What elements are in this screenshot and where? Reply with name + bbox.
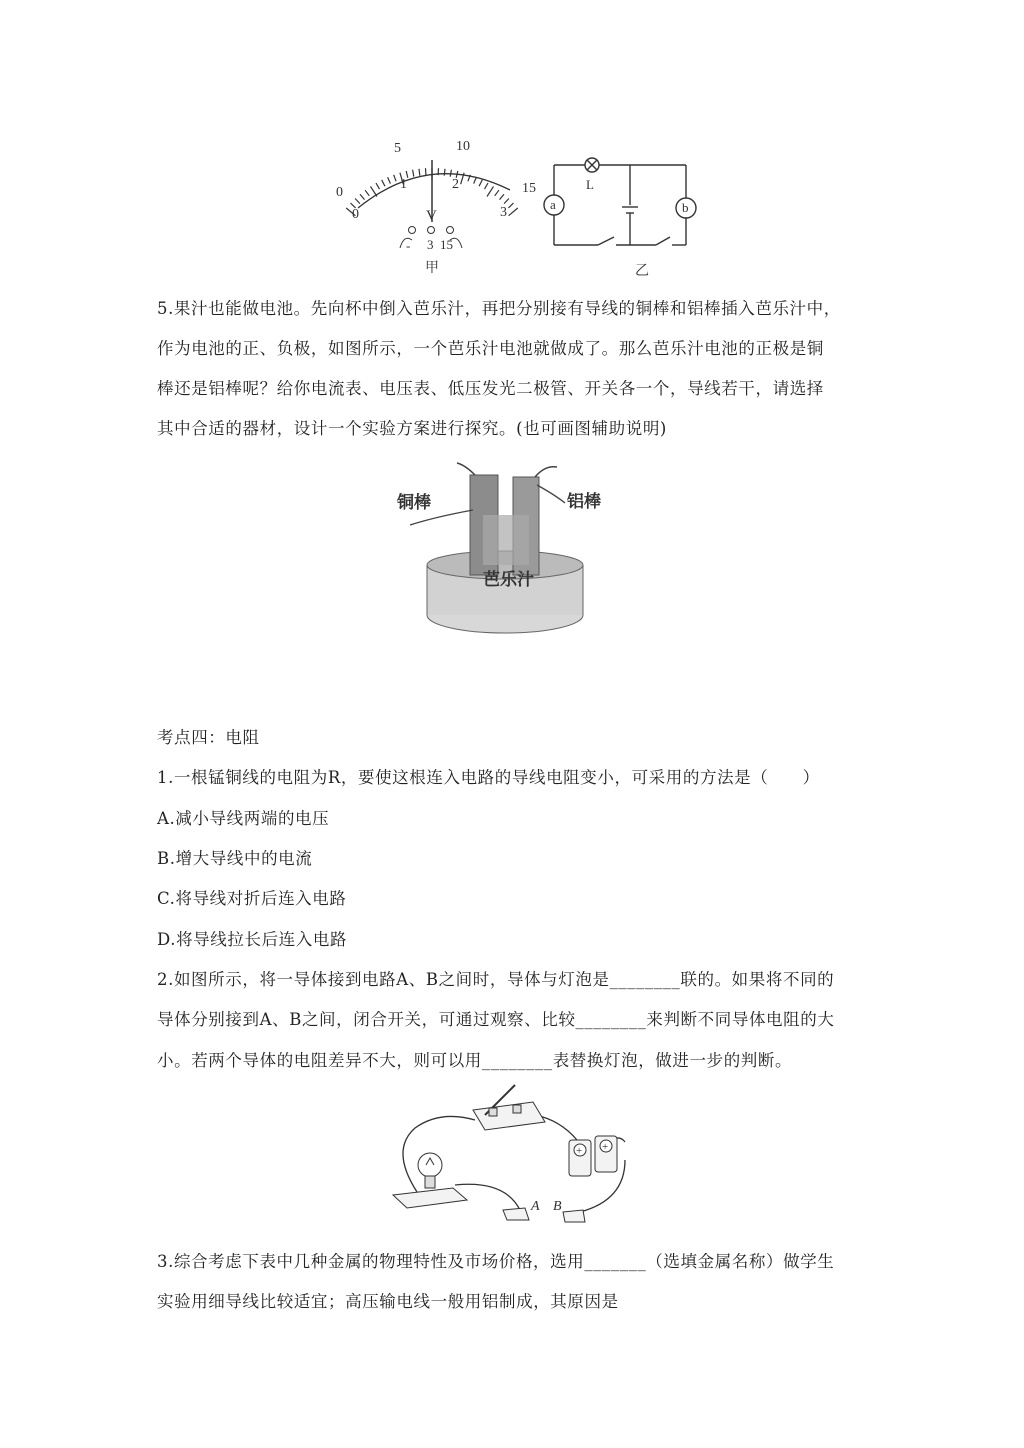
top-scale-0: 0 xyxy=(336,185,343,200)
dial-tick xyxy=(504,199,509,204)
bottom-scale-3: 3 xyxy=(500,205,507,220)
dial-tick xyxy=(365,190,369,196)
q1-option-c: C.将导线对折后连入电路 xyxy=(157,889,347,908)
terminal-15: 15 xyxy=(440,237,453,252)
copper-rod-label: 铜棒 xyxy=(397,493,431,512)
dial-tick xyxy=(444,169,445,176)
top-scale-5: 5 xyxy=(394,141,401,156)
circuit-caption: 乙 xyxy=(635,264,649,279)
meter-a-label: a xyxy=(550,197,556,212)
meter-unit: V xyxy=(426,208,437,224)
dial-tick xyxy=(474,177,477,183)
dial-tick xyxy=(355,199,360,204)
cell-1-sign: + xyxy=(576,1145,583,1157)
dial-tick xyxy=(376,183,380,189)
top-scale-10: 10 xyxy=(456,139,470,154)
dial-tick xyxy=(382,180,385,186)
q2-line-3: 小。若两个导体的电阻差异不大，则可以用________表替换灯泡，做进一步的判断。 xyxy=(157,1051,793,1070)
dial-tick xyxy=(500,194,505,199)
q5-line-4: 其中合适的器材，设计一个实验方案进行探究。(也可画图辅助说明) xyxy=(157,419,667,438)
q1-option-a: A.减小导线两端的电压 xyxy=(157,809,330,828)
q1-option-d: D.将导线拉长后连入电路 xyxy=(157,930,348,949)
section-title: 考点四：电阻 xyxy=(157,728,260,747)
circuit-figure xyxy=(540,145,710,280)
q2-line-1: 2.如图所示，将一导体接到电路A、B之间时，导体与灯泡是________联的。如果将不同的 xyxy=(157,970,835,989)
cell-2-sign: + xyxy=(602,1141,609,1153)
q1-stem: 1.一根锰铜线的电阻为R，要使这根连入电路的导线电阻变小，可采用的方法是（ ） xyxy=(157,768,820,787)
terminal-a-label: A xyxy=(531,1199,540,1214)
aluminum-rod-label: 铝棒 xyxy=(567,492,601,511)
bottom-scale-0: 0 xyxy=(352,207,359,222)
meter-caption: 甲 xyxy=(425,261,439,276)
lamp-label: L xyxy=(586,177,594,192)
bottom-scale-2: 2 xyxy=(452,177,459,192)
voltmeter-figure xyxy=(330,130,550,280)
dial-tick xyxy=(413,170,414,177)
terminal-b-label: B xyxy=(553,1199,562,1214)
juice-label: 芭乐汁 xyxy=(483,570,534,589)
dial-tick xyxy=(479,180,482,186)
dial-tick xyxy=(509,208,518,216)
q3-line-2: 实验用细导线比较适宜；高压输电线一般用铝制成，其原因是 xyxy=(157,1292,619,1311)
dial-tick xyxy=(394,175,396,182)
q1-option-b: B.增大导线中的电流 xyxy=(157,849,313,868)
dial-tick xyxy=(388,177,391,183)
q5-line-3: 棒还是铝棒呢？给你电流表、电压表、低压发光二极管、开关各一个，导线若干，请选择 xyxy=(157,379,824,398)
bottom-scale-1: 1 xyxy=(400,177,407,192)
q3-line-1: 3.综合考虑下表中几种金属的物理特性及市场价格，选用_______（选填金属名称）做学生 xyxy=(157,1252,835,1271)
juice-battery-figure xyxy=(395,455,620,655)
dial-tick xyxy=(495,190,499,196)
dial-tick xyxy=(508,203,513,208)
terminal-minus: - xyxy=(406,238,411,253)
q5-line-2: 作为电池的正、负极，如图所示，一个芭乐汁电池就做成了。那么芭乐汁电池的正极是铜 xyxy=(157,339,824,358)
top-scale-15: 15 xyxy=(522,181,536,196)
ab-circuit-figure xyxy=(385,1080,645,1225)
dial-tick xyxy=(360,194,365,199)
q2-line-2: 导体分别接到A、B之间，闭合开关，可通过观察、比较________来判断不同导体电阻的大 xyxy=(157,1010,835,1029)
meter-b-label: b xyxy=(682,200,689,215)
terminal-3: 3 xyxy=(427,237,434,252)
dial-tick xyxy=(487,186,494,196)
dial-tick xyxy=(485,183,489,189)
q5-line-1: 5.果汁也能做电池。先向杯中倒入芭乐汁，再把分别接有导线的铜棒和铝棒插入芭乐汁中， xyxy=(157,299,841,318)
dial-tick xyxy=(419,169,420,176)
